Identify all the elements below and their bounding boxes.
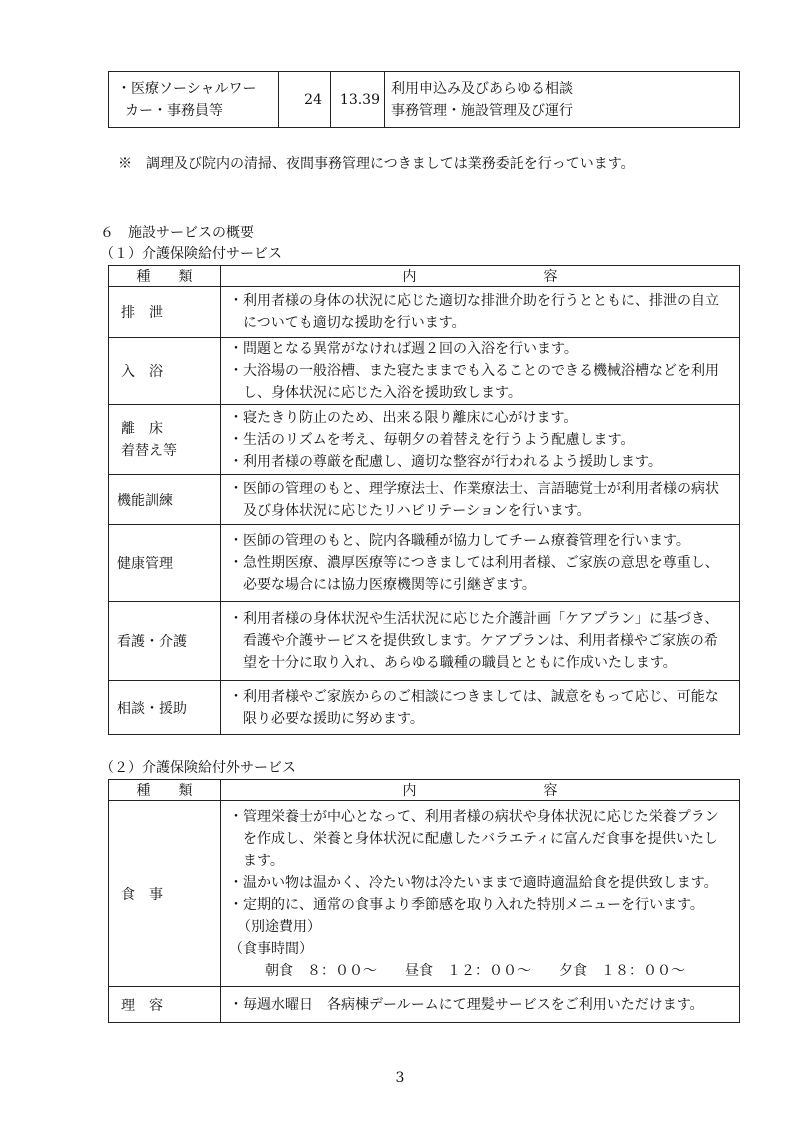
content-line: 望を十分に取り入れ、あらゆる職種の職員とともに作成いたします。 [243, 655, 677, 671]
section-heading: ６ 施設サービスの概要 [100, 225, 254, 241]
content-cell [221, 475, 740, 525]
content-line: ・温かい物は温かく、冷たい物は冷たいままで適時適温給食を提供致します。 [229, 874, 718, 891]
content-line: ・毎週水曜日 各病棟デールームにて理髪サービスをご利用いただけます。 [229, 996, 704, 1013]
content-line: ・医師の管理のもと、院内各職種が協力してチーム療養管理を行います。 [229, 533, 690, 549]
care-insurance-services-table [108, 265, 740, 735]
category-label: 理 容 [121, 997, 163, 1014]
content-line: ・利用者様の身体状況や生活状況に応じた介護計画「ケアプラン」に基づき、 [229, 611, 719, 627]
category-cell [109, 602, 221, 681]
category-cell [109, 338, 221, 405]
non-insurance-services-table [108, 779, 740, 1023]
content-line: ・問題となる異常がなければ週２回の入浴を行います。 [229, 341, 578, 357]
content-line: ・生活のリズムを考え、毎朝夕の着替えを行うよう配慮します。 [229, 431, 635, 448]
header-content-label: 容 [543, 269, 558, 285]
staff-count: 24 [304, 91, 322, 108]
staff-ratio: 13.39 [339, 91, 380, 108]
content-cell [221, 525, 740, 602]
category-cell [109, 681, 221, 735]
category-label: 相談・援助 [117, 700, 187, 717]
content-cell [221, 338, 740, 405]
content-line: ます。 [243, 852, 284, 869]
category-label: 着替え等 [121, 442, 177, 459]
content-cell [221, 987, 740, 1023]
category-cell [109, 287, 221, 338]
staff-duty-line: 利用申込み及びあらゆる相談 [391, 80, 573, 97]
staff-role-cell [109, 72, 279, 128]
staff-role-line: カー・事務員等 [125, 102, 223, 119]
staff-role-line: ・医療ソーシャルワー [117, 80, 257, 97]
staff-duty-cell [385, 72, 740, 128]
outsourcing-note: ※ 調理及び院内の清掃、夜間事務管理につきましては業務委託を行っています。 [118, 156, 635, 172]
content-line: ・医師の管理のもと、理学療法士、作業療法士、言語聴覚士が利用者様の病状 [229, 480, 719, 497]
table1-caption: （１）介護保険給付サービス [100, 246, 282, 262]
category-cell [109, 801, 221, 987]
header-kind [109, 780, 221, 801]
content-line: ・急性期医療、濃厚医療等につきましては利用者様、ご家族の意思を尊重し、 [229, 555, 719, 571]
category-label: 機能訓練 [117, 492, 173, 509]
category-cell [109, 475, 221, 525]
category-label: 看護・介護 [117, 634, 187, 650]
category-cell [109, 525, 221, 602]
content-line: ・定期的に、通常の食事より季節感を取り入れた特別メニューを行います。 [229, 896, 704, 913]
category-cell [109, 987, 221, 1023]
meal-times: 朝食 ８：００～ 昼食 １２：００～ 夕食 １８：００～ [265, 962, 685, 979]
content-line: を作成し、栄養と身体状況に配慮したバラエティに富んだ食事を提供いたし [243, 830, 718, 847]
staff-ratio-cell [331, 72, 385, 128]
content-line: ・利用者様の身体の状況に応じた適切な排泄介助を行うとともに、排泄の自立 [229, 293, 719, 309]
content-cell [221, 681, 740, 735]
header-content [221, 780, 740, 801]
content-line: 限り必要な援助に努めます。 [243, 710, 424, 727]
header-kind-label: 種 類 [136, 269, 193, 285]
header-content-label: 内 [402, 783, 417, 799]
content-cell [221, 602, 740, 681]
header-content-label: 容 [543, 783, 558, 799]
category-label: 食 事 [121, 886, 163, 903]
category-label: 排 泄 [121, 305, 163, 321]
content-cell [221, 287, 740, 338]
content-line: ・管理栄養士が中心となって、利用者様の病状や身体状況に応じた栄養プラン [229, 808, 719, 825]
content-line: し、身体状況に応じた入浴を援助致します。 [243, 385, 522, 401]
header-kind [109, 266, 221, 287]
table2-caption: （２）介護保険給付外サービス [100, 760, 296, 776]
content-line: （食事時間） [229, 940, 313, 957]
staff-table [108, 71, 740, 128]
page-number: 3 [395, 1070, 405, 1086]
category-cell [109, 405, 221, 475]
content-line: 及び身体状況に応じたリハビリテーションを行います。 [243, 502, 591, 519]
staff-duty-line: 事務管理・施設管理及び運行 [391, 102, 573, 119]
content-line: についても適切な援助を行います。 [243, 315, 466, 331]
header-kind-label: 種 類 [136, 783, 193, 799]
content-line: ・利用者様の尊厳を配慮し、適切な整容が行われるよう援助します。 [229, 453, 662, 470]
content-line: ・寝たきり防止のため、出来る限り離床に心がけます。 [229, 409, 578, 426]
content-cell [221, 405, 740, 475]
content-line: ・大浴場の一般浴槽、また寝たままでも入ることのできる機械浴槽などを利用 [229, 363, 719, 379]
category-label: 入 浴 [121, 364, 163, 380]
staff-count-cell [279, 72, 331, 128]
content-line: 必要な場合には協力医療機関等に引継ぎます。 [243, 577, 536, 593]
content-line: 看護や介護サービスを提供致します。ケアプランは、利用者様やご家族の希 [243, 633, 718, 649]
header-content-label: 内 [402, 269, 417, 285]
content-cell [221, 801, 740, 987]
category-label: 健康管理 [117, 556, 173, 572]
content-line: （別途費用） [237, 918, 321, 935]
category-label: 離 床 [121, 420, 163, 437]
content-line: ・利用者様やご家族からのご相談につきましては、誠意をもって応じ、可能な [229, 688, 719, 705]
header-content [221, 266, 740, 287]
